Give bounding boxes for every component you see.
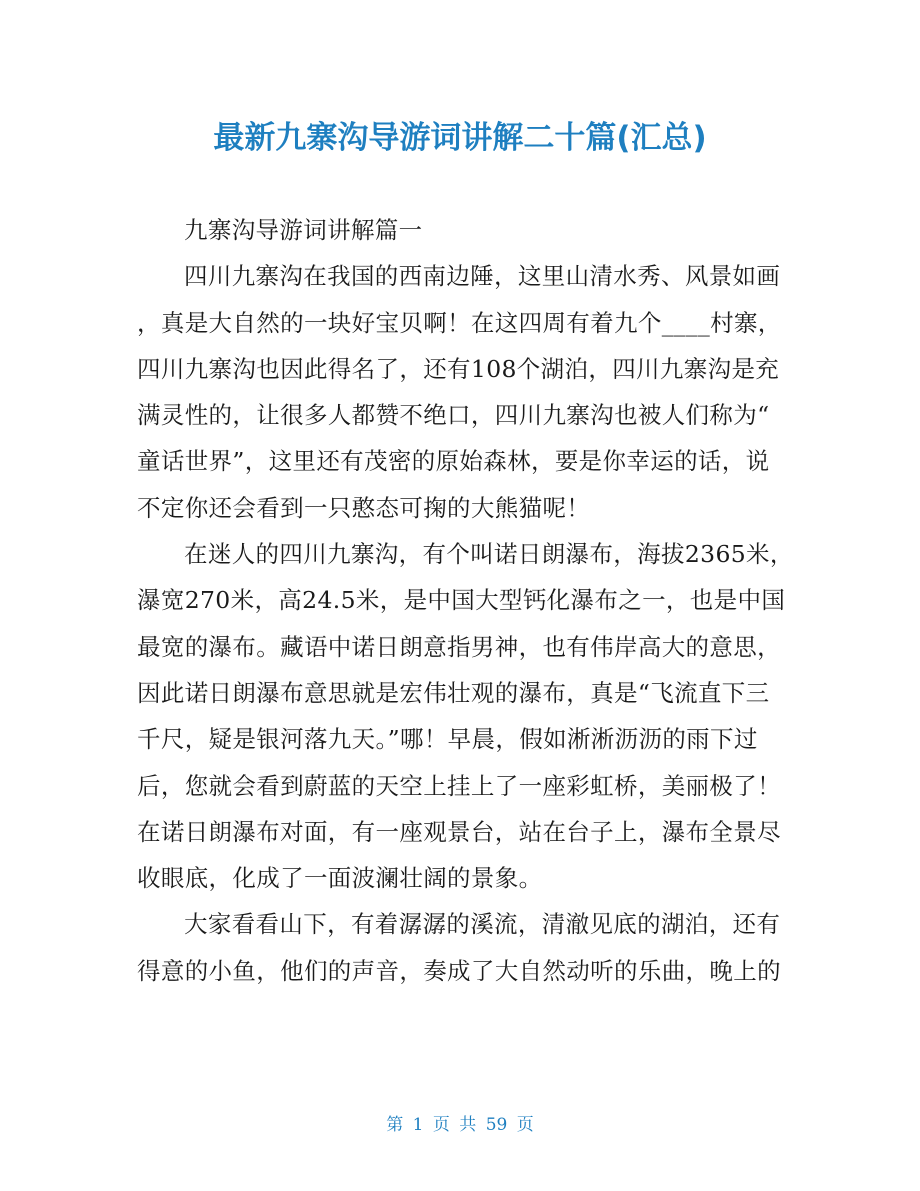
paragraph-line: 最宽的瀑布。藏语中诺日朗意指男神，也有伟岸高大的意思， [137,632,781,661]
paragraph-line: 收眼底，化成了一面波澜壮阔的景象。 [137,864,543,893]
document-title: 最新九寨沟导游词讲解二十篇(汇总) [213,120,707,156]
paragraph-line: 在诺日朗瀑布对面，有一座观景台，站在台子上，瀑布全景尽 [137,817,781,846]
section-heading: 九寨沟导游词讲解篇一 [184,216,423,244]
paragraph-line: 后，您就会看到蔚蓝的天空上挂上了一座彩虹桥，美丽极了！ [137,771,781,800]
paragraph-line: ，真是大自然的一块好宝贝啊！在这四周有着九个____村寨， [137,308,782,337]
paragraph-line: 瀑宽270米，高24.5米，是中国大型钙化瀑布之一，也是中国 [137,586,786,615]
document-body [137,207,794,994]
paragraph-line: 得意的小鱼，他们的声音，奏成了大自然动听的乐曲，晚上的 [137,956,781,985]
paragraph-line: 童话世界”，这里还有茂密的原始森林，要是你幸运的话，说 [137,447,770,476]
page-number-footer: 第 1 页 共 59 页 [386,1115,534,1135]
paragraph-line: 大家看看山下，有着潺潺的溪流，清澈见底的湖泊，还有 [184,910,781,939]
paragraph-line: 四川九寨沟也因此得名了，还有108个湖泊，四川九寨沟是充 [137,354,780,383]
paragraph-line: 在迷人的四川九寨沟，有个叫诺日朗瀑布，海拔2365米， [184,540,794,569]
paragraph-line: 四川九寨沟在我国的西南边陲，这里山清水秀、风景如画 [184,262,781,291]
paragraph-line: 千尺，疑是银河落九天。”哪！早晨，假如淅淅沥沥的雨下过 [137,725,758,754]
paragraph-line: 满灵性的，让很多人都赞不绝口，四川九寨沟也被人们称为“ [137,401,770,430]
paragraph-line: 因此诺日朗瀑布意思就是宏伟壮观的瀑布，真是“飞流直下三 [137,678,770,707]
paragraph-line: 不定你还会看到一只憨态可掬的大熊猫呢！ [137,493,591,522]
